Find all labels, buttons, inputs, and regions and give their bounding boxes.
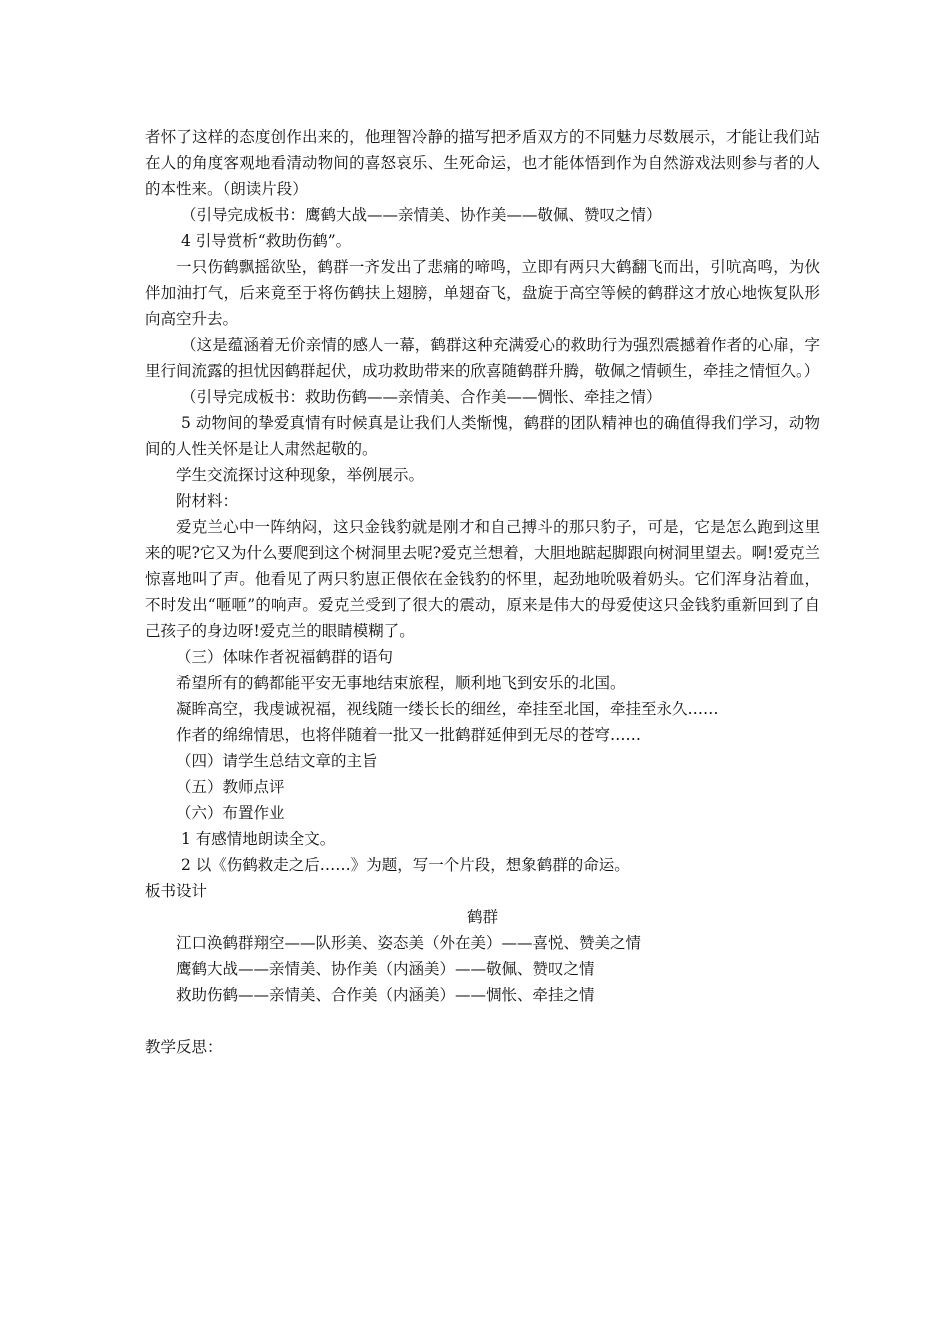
section-heading: （四）请学生总结文章的主旨 <box>176 752 378 770</box>
paragraph: 1 有感情地朗读全文。 <box>181 830 336 848</box>
paragraph: 5 动物间的挚爱真情有时候真是让我们人类惭愧，鹤群的团队精神也的确值得我们学习，动物间的人性关怀是让人肃然起敬的。 <box>145 414 820 458</box>
paragraph: 者怀了这样的态度创作出来的，他理智冷静的描写把矛盾双方的不同魅力尽数展示，才能让我们站在人的角度客观地看清动物间的喜怒哀乐、生死命运，也才能体悟到作为自然游戏法则参与者的人的本性来。（朗读片段） <box>145 128 820 198</box>
paragraph: 凝眸高空，我虔诚祝福，视线随一缕长长的细丝，牵挂至北国，牵挂至永久…… <box>176 700 719 718</box>
reflection-heading: 教学反思： <box>145 1038 223 1056</box>
section-heading: （六）布置作业 <box>176 804 285 822</box>
section-heading: （五）教师点评 <box>176 778 285 796</box>
spacer <box>145 1008 820 1034</box>
board-line: 救助伤鹤——亲情美、合作美（内涵美）——惆怅、牵挂之情 <box>176 986 595 1004</box>
document-page <box>145 124 820 1060</box>
paragraph: 学生交流探讨这种现象，举例展示。 <box>176 466 425 484</box>
board-title: 鹤群 <box>466 908 498 926</box>
paragraph: 爱克兰心中一阵纳闷，这只金钱豹就是刚才和自己搏斗的那只豹子，可是，它是怎么跑到这里来的呢?它又为什么要爬到这个树洞里去呢?爱克兰想着，大胆地踮起脚跟向树洞里望去。啊!爱克兰惊喜地叫了声。他看见了两只豹崽正偎依在金钱豹的怀里，起劲地吮吸着奶头。它们浑身沾着血，不时发出“咂咂”的响声。爱克兰受到了很大的震动，原来是伟大的母爱使这只金钱豹重新回到了自己孩子的身边呀!爱克兰的眼睛模糊了。 <box>145 518 820 640</box>
paragraph: （引导完成板书：救助伤鹤——亲情美、合作美——惆怅、牵挂之情） <box>181 388 662 406</box>
paragraph: （这是蕴涵着无价亲情的感人一幕，鹤群这种充满爱心的救助行为强烈震撼着作者的心扉，字里行间流露的担忧因鹤群起伏，成功救助带来的欣喜随鹤群升腾，敬佩之情顿生，牵挂之情恒久。） <box>145 336 820 380</box>
paragraph: 2 以《伤鹤救走之后……》为题，写一个片段，想象鹤群的命运。 <box>181 856 630 874</box>
paragraph: （引导完成板书：鹰鹤大战——亲情美、协作美——敬佩、赞叹之情） <box>181 206 662 224</box>
paragraph: 附材料： <box>176 492 239 510</box>
board-heading: 板书设计 <box>145 882 208 900</box>
board-line: 鹰鹤大战——亲情美、协作美（内涵美）——敬佩、赞叹之情 <box>176 960 595 978</box>
paragraph: 希望所有的鹤都能平安无事地结束旅程，顺利地飞到安乐的北国。 <box>176 674 626 692</box>
paragraph: 4 引导赏析“救助伤鹤”。 <box>181 232 352 250</box>
paragraph: 一只伤鹤飘摇欲坠，鹤群一齐发出了悲痛的啼鸣，立即有两只大鹤翻飞而出，引吭高鸣，为伙伴加油打气，后来竟至于将伤鹤扶上翅膀，单翅奋飞，盘旋于高空等候的鹤群这才放心地恢复队形向高空升去。 <box>145 258 820 328</box>
paragraph: 作者的绵绵情思，也将伴随着一批又一批鹤群延伸到无尽的苍穹…… <box>176 726 642 744</box>
section-heading: （三）体味作者祝福鹤群的语句 <box>176 648 394 666</box>
board-line: 江口涣鹤群翔空——队形美、姿态美（外在美）——喜悦、赞美之情 <box>176 934 642 952</box>
